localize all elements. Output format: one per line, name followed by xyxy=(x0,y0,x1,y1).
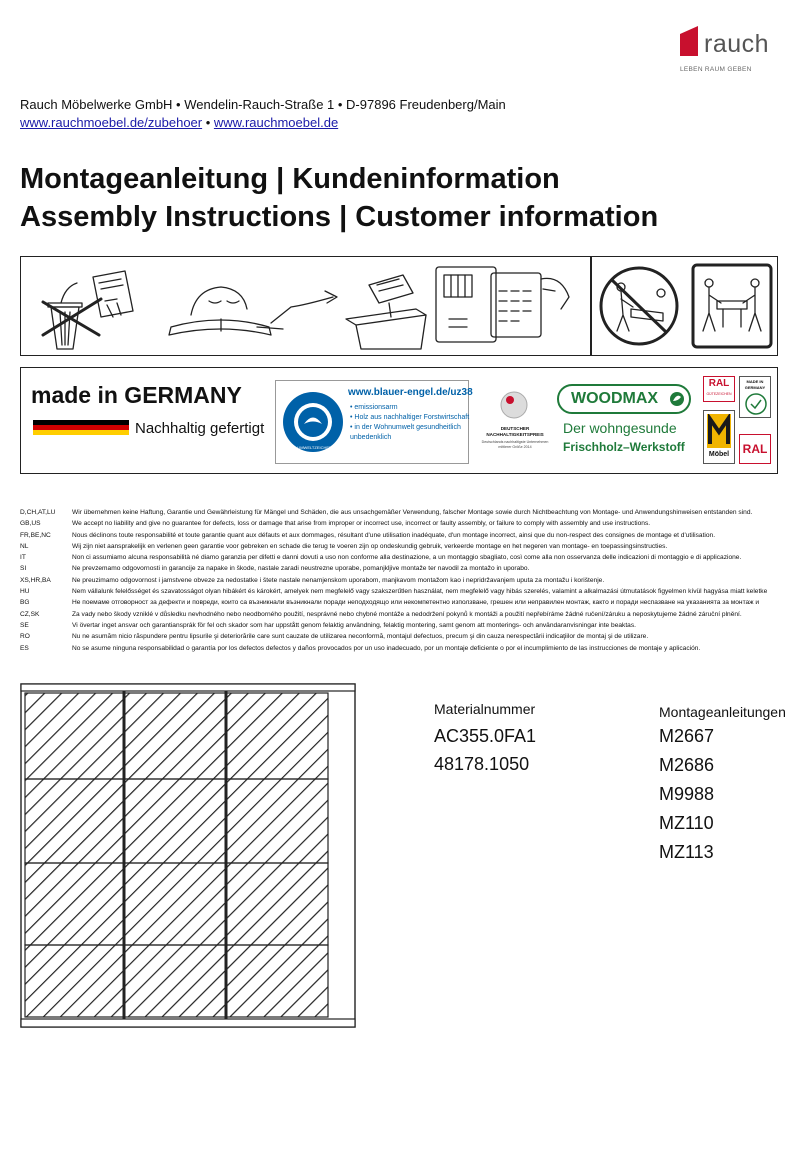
disclaimer-text: Ne prevzemamo odgovornosti in garancije za napake in škode, nastale zaradi neustrezne uporabe, pomanjkljive montaže ter navodil za montažo in uporabo. xyxy=(72,565,530,573)
disclaimer-text: Vi övertar inget ansvar och garantiansprák för fel och skador som har uppstått genom felaktig användning, felaktig montering, samt genom att monterings- och användaranvisningar inte beaktas. xyxy=(72,621,636,629)
brand-tagline: LEBEN RAUM GEBEN xyxy=(680,66,752,73)
material-number: AC355.0FA1 xyxy=(434,726,537,746)
country-codes: RO xyxy=(20,633,30,641)
disclaimer-row xyxy=(20,643,790,654)
disclaimer-row xyxy=(20,518,790,529)
country-codes: GB,US xyxy=(20,520,41,528)
company-address: Rauch Möbelwerke GmbH • Wendelin-Rauch-Straße 1 • D-97896 Freudenberg/Main xyxy=(20,97,506,112)
montage-code: M2667 xyxy=(659,726,715,746)
pictogram-divider xyxy=(590,257,592,355)
disclaimer-row xyxy=(20,563,790,574)
disclaimer-text: We accept no liability and give no guarantee for defects, loss or damage that arise from improper or incorrect use, incorrect or faulty assembly, or failure to comply with assembly and use instructions. xyxy=(72,520,651,528)
page-title-german: Montageanleitung | Kundeninformation xyxy=(20,163,560,195)
montage-code: M2686 xyxy=(659,755,715,775)
disclaimer-text: Nem vállalunk felelősséget és szavatosságot olyan hibákért és károkért, amelyek nem megfelelő vagy szakszerűtlen használat, nem megfelelő vagy hibás szerelés, valamint a alkalmazási útmutatások figyelmen kívül hagyása miatt keletke xyxy=(72,588,768,596)
montage-code: MZ110 xyxy=(659,813,714,833)
parts-list-icon xyxy=(436,267,569,342)
door-panel xyxy=(124,693,226,779)
sustainability-award-badge xyxy=(477,380,551,464)
woodmax-pill xyxy=(557,384,691,414)
door-panel xyxy=(25,863,124,945)
ral-top-label: RAL xyxy=(708,378,730,389)
disclaimer-text: Ne preuzimamo odgovornost i jamstvene obveze za nedostatke i štete nastale nenamjenskom uporabom, manjkavom montažom kao i nepridržavanjem uputa za montažu i korištenje. xyxy=(72,576,605,584)
page-title-english: Assembly Instructions | Customer information xyxy=(20,201,659,233)
wardrobe-drawing xyxy=(20,683,356,1028)
woodmax-leaf-icon xyxy=(669,391,685,407)
country-codes: NL xyxy=(20,542,29,550)
brand-name: rauch xyxy=(704,30,770,58)
made-in-germany-small-text: MADE IN GERMANY xyxy=(744,379,766,390)
disclaimer-row xyxy=(20,507,790,518)
store-instructions-icon xyxy=(346,275,426,349)
door-panel xyxy=(25,693,124,779)
do-not-discard-icon xyxy=(43,271,133,349)
disclaimer-text: No se asume ninguna responsabilidad o garantía por los defectos defectos y daños provocados por un uso inadecuado, por un montaje deficiente o por el incumplimiento de las instrucciones de montaje y aplicación. xyxy=(72,644,701,652)
country-codes: XS,HR,BA xyxy=(20,576,51,584)
country-codes: BG xyxy=(20,599,30,607)
made-in-germany-small-badge xyxy=(739,376,771,418)
disclaimer-text: Non ci assumiamo alcuna responsabilità né diamo garanzia per difetti e danni dovuti a uso non conforme alla destinazione, a un montaggio sbagliato, così come alla non osservanza delle indicazioni di montaggio e di applicazione. xyxy=(72,554,742,562)
disclaimer-text: Nu ne asumăm nicio răspundere pentru lipsurile şi deteriorările care sunt cauzate de utilizarea neconformă, montajul defectuos, precum şi din cauza nerespectării indicaţiilor de montaj şi de utilizare. xyxy=(72,633,649,641)
montage-code: M9988 xyxy=(659,784,715,804)
disclaimer-row xyxy=(20,631,790,642)
award-subtitle: Deutschlands nachhaltigste Unternehmen mittlerer Größe 2014 xyxy=(481,440,549,449)
link-separator: • xyxy=(202,115,214,130)
material-number-label: Materialnummer xyxy=(434,701,536,717)
disclaimer-row xyxy=(20,586,790,597)
door-panel xyxy=(25,945,124,1017)
blue-angel-ring-top: BLAUER ENGEL xyxy=(290,383,334,389)
brand-logo xyxy=(680,26,790,76)
homepage-link[interactable]: www.rauchmoebel.de xyxy=(213,115,339,130)
door-panel xyxy=(124,945,226,1017)
golden-m-badge xyxy=(703,410,735,464)
brand-mark-icon xyxy=(680,26,704,56)
instruction-pictograms xyxy=(20,256,778,356)
door-panel xyxy=(226,945,328,1017)
sustainability-text: Nachhaltig gefertigt xyxy=(135,420,265,437)
ral-bottom-label: RAL xyxy=(742,442,768,456)
disclaimer-text: Wir übernehmen keine Haftung, Garantie und Gewährleistung für Mängel und Schäden, die aus unsachgemäßer Verwendung, falscher Montage sowie durch Nichtbeachtung von Montage- und Anwendungshinweisen entstanden sind. xyxy=(72,509,753,516)
country-codes: D,CH,AT,LU xyxy=(20,509,56,516)
disclaimer-text: Nous déclinons toute responsabilité et toute garantie quant aux défauts et aux dommages, résultant d'une utilisation inadéquate, d'un montage incorrect, ainsi que du non-respect des consignes de montage et d'utilisation. xyxy=(72,531,716,539)
door-panel xyxy=(124,779,226,863)
country-codes: HU xyxy=(20,588,30,596)
woodmax-line2: Frischholz–Werkstoff xyxy=(563,440,685,454)
read-instructions-icon xyxy=(169,287,337,335)
door-panel xyxy=(124,863,226,945)
blue-angel-point: • emissionsarm xyxy=(350,404,398,411)
door-panel xyxy=(226,863,328,945)
disclaimer-row xyxy=(20,530,790,541)
blue-angel-point: • Holz aus nachhaltiger Forstwirtschaft xyxy=(350,414,470,421)
disclaimer-text: Wij zijn niet aansprakelijk en verlenen geen garantie voor gebreken en schade die terug te voeren zijn op ondeskundig gebruik, verkeerde montage en het negeren van montage- en toepassingsinstructies. xyxy=(72,542,668,550)
disclaimer-row xyxy=(20,541,790,552)
blue-angel-ring-bottom: DAS UMWELTZEICHEN xyxy=(288,445,332,450)
country-codes: SI xyxy=(20,565,27,573)
website-links xyxy=(20,115,338,130)
lift-together-icon xyxy=(693,265,771,347)
blue-angel-point: • in der Wohnumwelt gesundheitlich unbedenklich xyxy=(350,424,461,441)
blue-angel-url: www.blauer-engel.de/uz38 xyxy=(348,387,473,398)
accessories-link[interactable]: www.rauchmoebel.de/zubehoer xyxy=(20,115,203,130)
award-sphere-icon xyxy=(499,390,529,420)
blauer-engel-badge xyxy=(275,380,473,464)
ral-badge-top xyxy=(703,376,735,402)
material-number: 48178.1050 xyxy=(434,754,530,774)
do-not-drag-icon xyxy=(601,268,677,344)
wardrobe-illustration xyxy=(20,683,356,1028)
made-in-germany-text: made in GERMANY xyxy=(31,382,242,408)
montage-instructions-label: Montageanleitungen xyxy=(659,704,786,720)
disclaimer-row xyxy=(20,575,790,586)
montage-code: MZ113 xyxy=(659,842,714,862)
disclaimer-text: Не поемаме отговорност за дефекти и повреди, които са възникнали възникнали поради неподходящо или некомпетентно използване, грешен или неправилен монтаж, както и поради неспазване на указанията за монтаж и xyxy=(72,599,760,607)
certification-banner xyxy=(20,367,778,474)
pictogram-drawings xyxy=(21,257,777,355)
woodmax-badge xyxy=(555,380,693,464)
door-panel xyxy=(25,779,124,863)
door-panel xyxy=(226,779,328,863)
woodmax-label: WOODMAX xyxy=(571,390,659,407)
disclaimer-row xyxy=(20,609,790,620)
blue-angel-points xyxy=(350,403,470,443)
disclaimer-row xyxy=(20,620,790,631)
woodmax-line1: Der wohngesunde xyxy=(563,420,677,436)
country-codes: ES xyxy=(20,644,29,652)
award-title: DEUTSCHER NACHHALTIGKEITSPREIS xyxy=(486,426,544,437)
golden-m-glyph xyxy=(707,414,731,448)
disclaimer-row xyxy=(20,552,790,563)
disclaimer-row xyxy=(20,597,790,608)
country-codes: IT xyxy=(20,554,26,562)
ral-top-sub: GÜTEZEICHEN xyxy=(706,392,732,396)
made-in-germany-badge xyxy=(31,382,271,462)
quality-seal-icon xyxy=(745,393,767,415)
country-codes: SE xyxy=(20,621,29,629)
liability-disclaimers xyxy=(20,507,790,654)
flag-stripe-gold xyxy=(33,430,129,435)
ral-badge-bottom xyxy=(739,434,771,464)
country-codes: FR,BE,NC xyxy=(20,531,51,539)
moebel-label: Möbel xyxy=(708,451,730,458)
blue-angel-icon xyxy=(282,391,344,453)
door-panel xyxy=(226,693,328,779)
golden-m-icon xyxy=(707,414,731,448)
disclaimer-text: Za vady nebo škody vzniklé v důsledku nevhodného nebo neodborného použití, nesprávné nebo chybné montáže a nedodržení pokynů k montáži a použití nepřebíráme žádné ručení/záruku a neposkytujeme žádné záruční plnění. xyxy=(72,610,742,618)
country-codes: CZ,SK xyxy=(20,610,40,618)
